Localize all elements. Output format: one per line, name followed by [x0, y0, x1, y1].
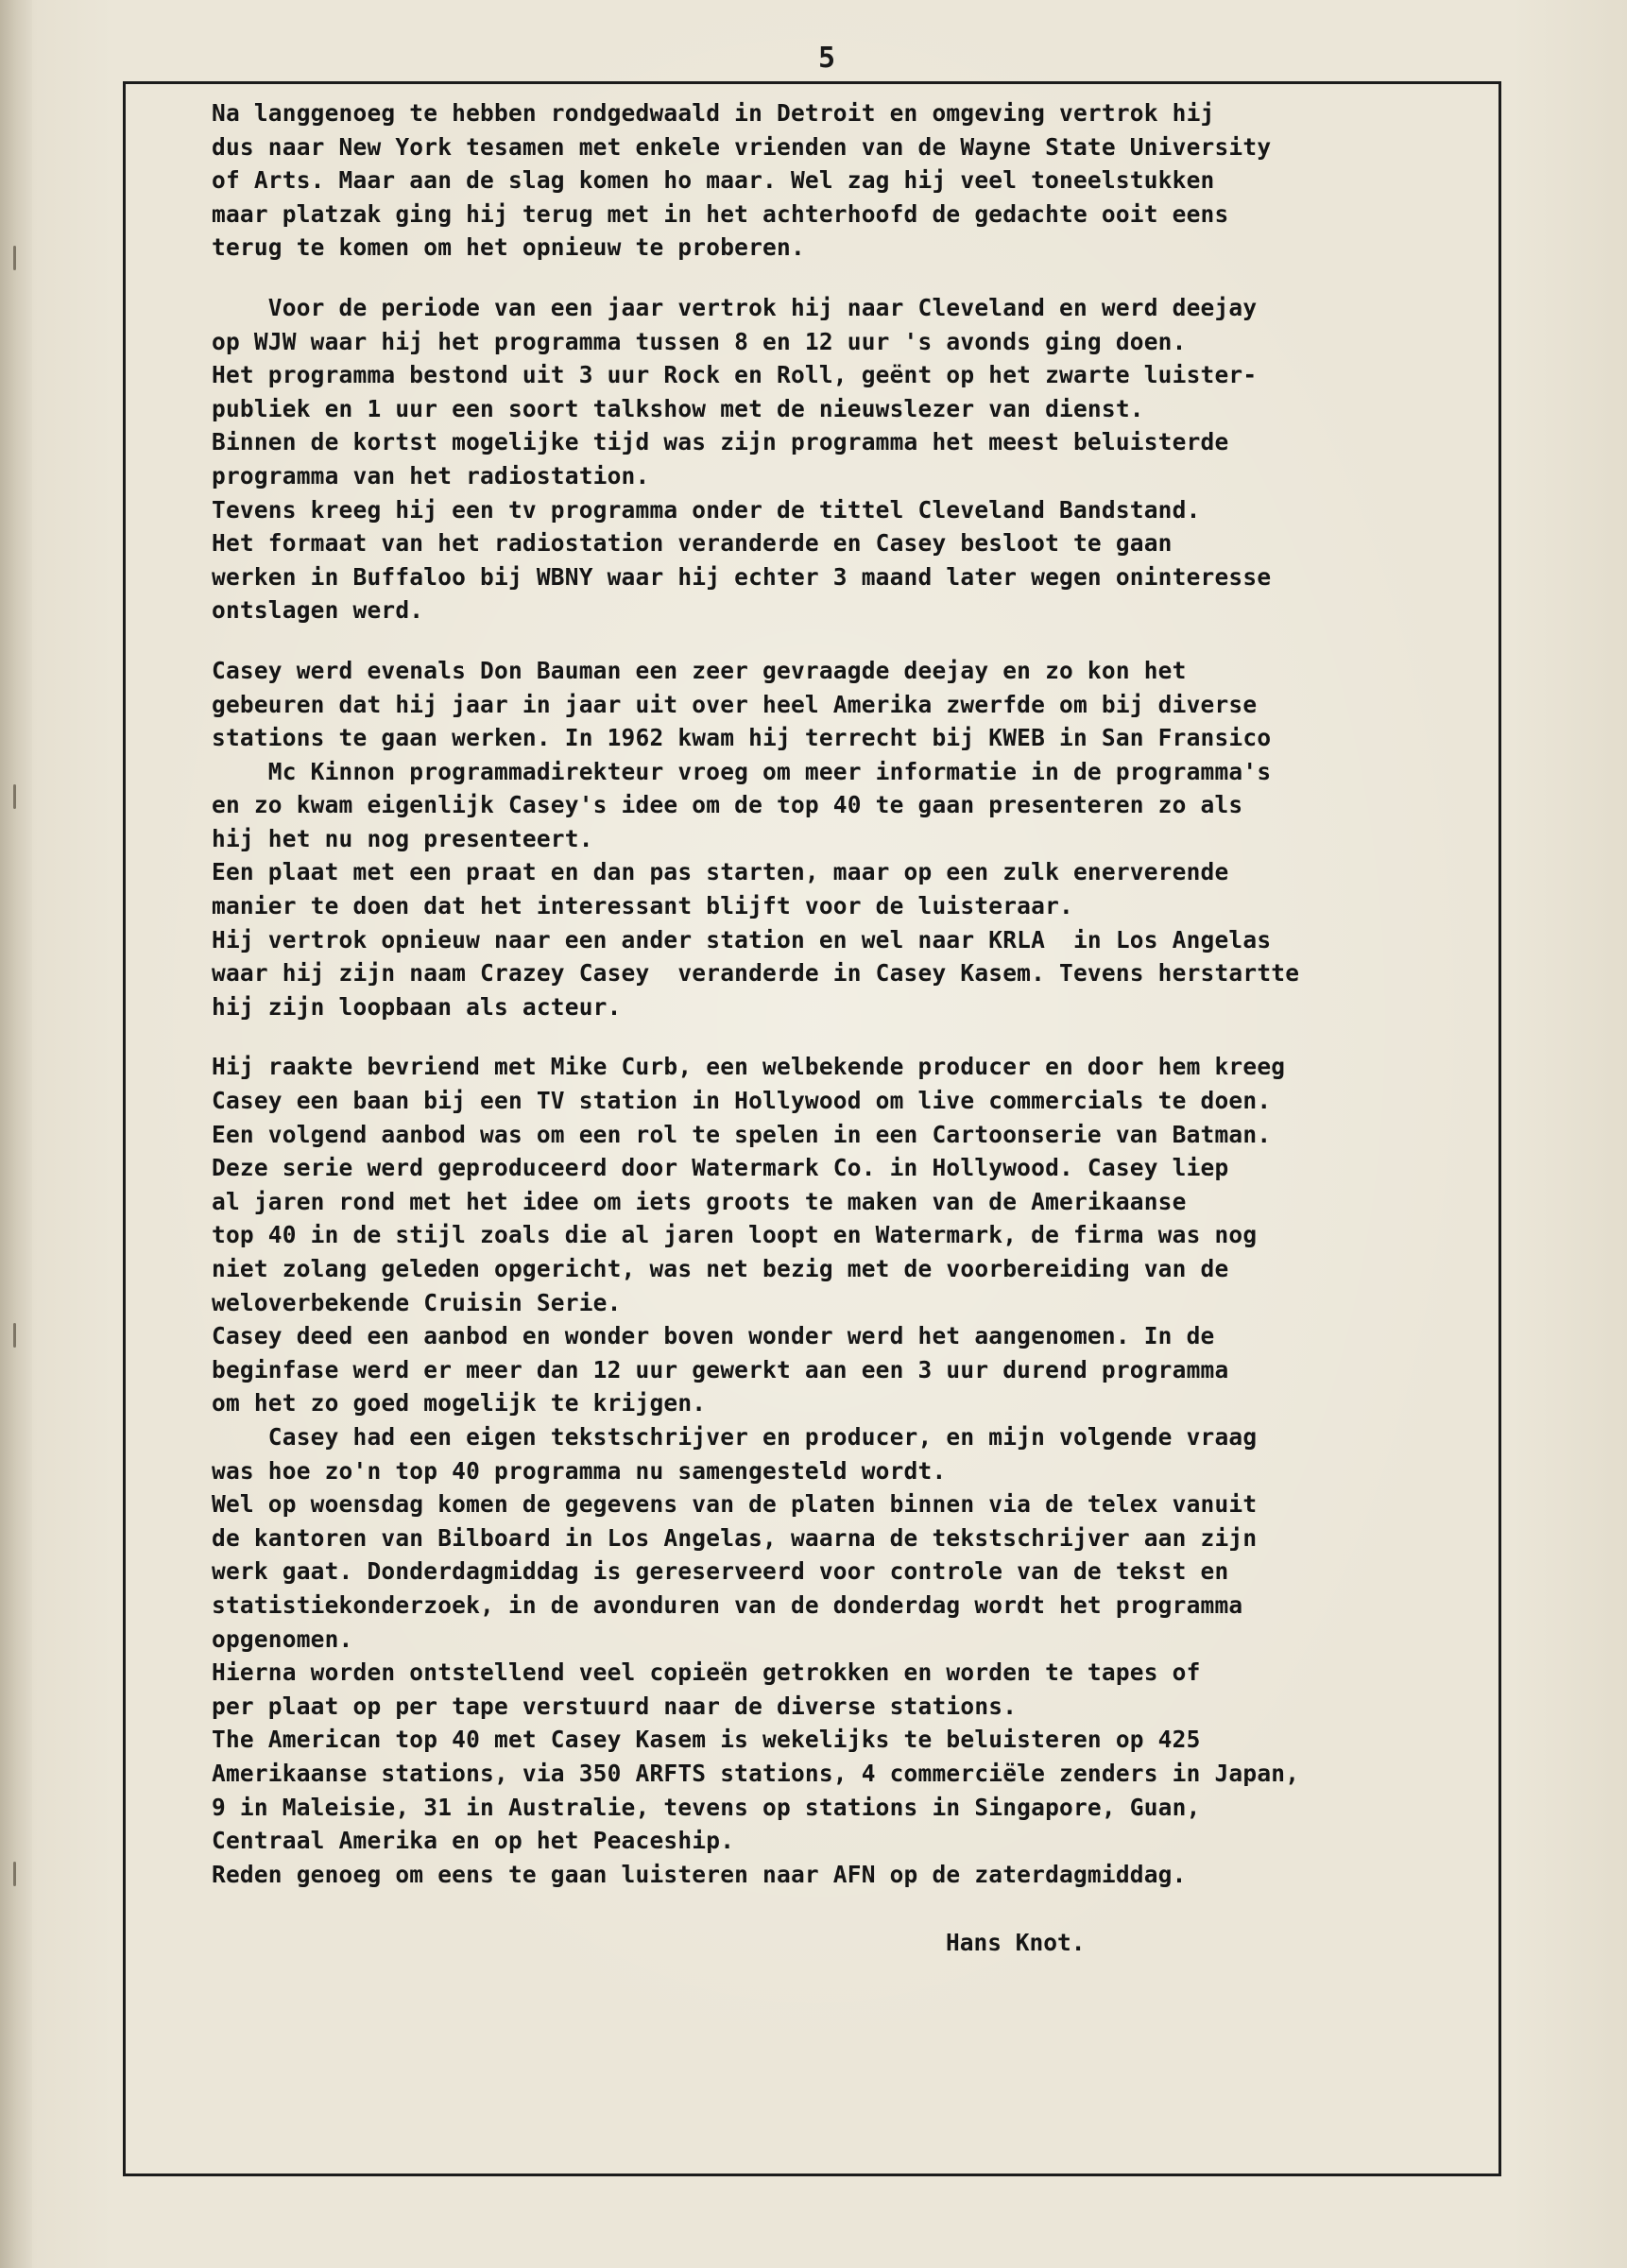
page-binding [0, 0, 32, 2268]
text-line: Hierna worden ontstellend veel copieën getrokken en worden te tapes of [212, 1658, 1201, 1687]
text-line: Het programma bestond uit 3 uur Rock en Roll, geënt op het zwarte luister- [212, 361, 1258, 389]
text-line: Tevens kreeg hij een tv programma onder de tittel Cleveland Bandstand. [212, 495, 1201, 524]
text-line: hij zijn loopbaan als acteur. [212, 992, 622, 1021]
text-line: Het formaat van het radiostation veranderde en Casey besloot te gaan [212, 529, 1173, 558]
text-line: op WJW waar hij het programma tussen 8 en 12 uur 's avonds ging doen. [212, 327, 1187, 355]
text-line: gebeuren dat hij jaar in jaar uit over heel Amerika zwerfde om bij diverse [212, 690, 1258, 718]
text-line: Een volgend aanbod was om een rol te spelen in een Cartoonserie van Batman. [212, 1120, 1272, 1148]
text-line: beginfase werd er meer dan 12 uur gewerkt aan een 3 uur durend programma [212, 1355, 1229, 1383]
text-line: Binnen de kortst mogelijke tijd was zijn programma het meest beluisterde [212, 428, 1229, 456]
text-line: Centraal Amerika en op het Peaceship. [212, 1827, 735, 1855]
text-line: statistiekonderzoek, in de avonduren van de donderdag wordt het programma [212, 1590, 1243, 1619]
text-line: werk gaat. Donderdagmiddag is gereserveerd voor controle van de tekst en [212, 1557, 1229, 1586]
text-line: Een plaat met een praat en dan pas starten, maar op een zulk enerverende [212, 858, 1229, 886]
text-line: per plaat op per tape verstuurd naar de diverse stations. [212, 1692, 1018, 1720]
text-line: niet zolang geleden opgericht, was net bezig met de voorbereiding van de [212, 1255, 1229, 1282]
text-line: al jaren rond met het idee om iets groots te maken van de Amerikaanse [212, 1187, 1187, 1215]
binding-stitch [13, 1862, 16, 1886]
paragraph [212, 1050, 1497, 1891]
text-line: Na langgenoeg te hebben rondgedwaald in Detroit en omgeving vertrok hij [212, 99, 1215, 127]
text-line: om het zo goed mogelijk te krijgen. [212, 1389, 707, 1418]
text-line: programma van het radiostation. [212, 461, 650, 490]
text-line: Hij vertrok opnieuw naar een ander station en wel naar KRLA in Los Angelas [212, 925, 1272, 954]
text-line: hij het nu nog presenteert. [212, 824, 593, 852]
text-line: stations te gaan werken. In 1962 kwam hij terrecht bij KWEB in San Fransico [212, 724, 1272, 752]
text-line: opgenomen. [212, 1624, 353, 1653]
paragraph [212, 291, 1497, 627]
text-line: waar hij zijn naam Crazey Casey veranderde in Casey Kasem. Tevens herstartte [212, 959, 1300, 988]
text-line: 9 in Maleisie, 31 in Australie, tevens op stations in Singapore, Guan, [212, 1793, 1201, 1821]
text-line: Casey werd evenals Don Bauman een zeer gevraagde deejay en zo kon het [212, 656, 1187, 684]
text-line: of Arts. Maar aan de slag komen ho maar. Wel zag hij veel toneelstukken [212, 166, 1215, 195]
text-line: maar platzak ging hij terug met in het achterhoofd de gedachte ooit eens [212, 199, 1229, 228]
text-line: Casey deed een aanbod en wonder boven wonder werd het aangenomen. In de [212, 1322, 1215, 1350]
text-line: Amerikaanse stations, via 350 ARFTS stations, 4 commerciële zenders in Japan, [212, 1759, 1300, 1787]
text-line: publiek en 1 uur een soort talkshow met de nieuwslezer van dienst. [212, 394, 1144, 422]
author-signature: Hans Knot. [946, 1929, 1086, 1956]
text-line: Hij raakte bevriend met Mike Curb, een welbekende producer en door hem kreeg [212, 1053, 1286, 1081]
page-number: 5 [817, 42, 836, 75]
text-line: ontslagen werd. [212, 596, 424, 625]
text-line: weloverbekende Cruisin Serie. [212, 1288, 622, 1316]
text-line: Mc Kinnon programmadirekteur vroeg om meer informatie in de programma's [212, 757, 1272, 785]
article-body [212, 96, 1497, 1917]
text-line: werken in Buffaloo bij WBNY waar hij echter 3 maand later wegen oninteresse [212, 562, 1272, 591]
text-line: dus naar New York tesamen met enkele vrienden van de Wayne State University [212, 132, 1272, 161]
text-line: terug te komen om het opnieuw te proberen. [212, 233, 805, 262]
text-line: Reden genoeg om eens te gaan luisteren naar AFN op de zaterdagmiddag. [212, 1860, 1187, 1888]
text-line: manier te doen dat het interessant blijft voor de luisteraar. [212, 892, 1073, 920]
paragraph [212, 654, 1497, 1024]
text-line: Deze serie werd geproduceerd door Watermark Co. in Hollywood. Casey liep [212, 1154, 1229, 1182]
text-line: de kantoren van Bilboard in Los Angelas, waarna de tekstschrijver aan zijn [212, 1523, 1258, 1552]
paragraph [212, 96, 1497, 265]
binding-stitch [13, 246, 16, 270]
text-line: Voor de periode van een jaar vertrok hij naar Cleveland en werd deejay [212, 293, 1258, 321]
text-line: Casey een baan bij een TV station in Hollywood om live commercials te doen. [212, 1087, 1272, 1115]
text-line: top 40 in de stijl zoals die al jaren loopt en Watermark, de firma was nog [212, 1221, 1258, 1249]
binding-stitch [13, 784, 16, 809]
text-line: was hoe zo'n top 40 programma nu samengesteld wordt. [212, 1456, 947, 1485]
text-line: Casey had een eigen tekstschrijver en producer, en mijn volgende vraag [212, 1422, 1258, 1451]
text-line: Wel op woensdag komen de gegevens van de platen binnen via de telex vanuit [212, 1490, 1258, 1519]
text-line: The American top 40 met Casey Kasem is wekelijks te beluisteren op 425 [212, 1726, 1201, 1754]
text-line: en zo kwam eigenlijk Casey's idee om de top 40 te gaan presenteren zo als [212, 791, 1243, 819]
binding-stitch [13, 1323, 16, 1348]
